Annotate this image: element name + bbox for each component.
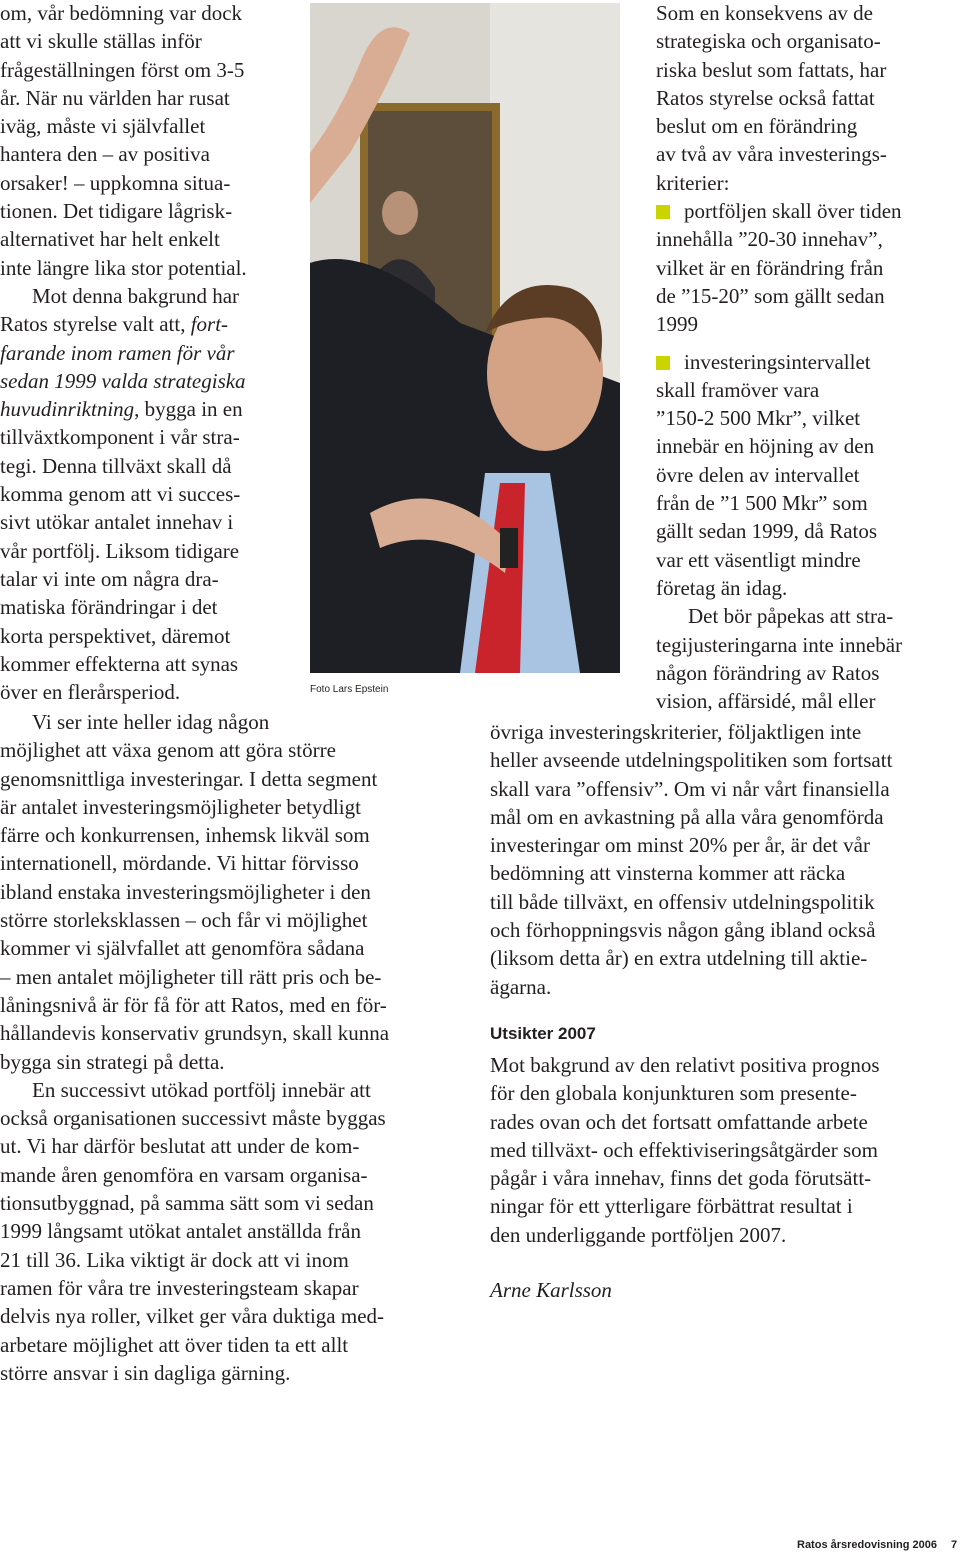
text-line: företag än idag. bbox=[656, 575, 788, 600]
text-line: huvudinriktning, bygga in en bbox=[0, 397, 243, 422]
portrait-illustration bbox=[310, 3, 620, 673]
text-line: En successivt utökad portfölj innebär att bbox=[32, 1077, 371, 1102]
text-line: för den globala konjunkturen som presente- bbox=[490, 1081, 857, 1106]
text-line: skall framöver vara bbox=[656, 377, 820, 402]
text-line: innehålla ”20-30 innehav”, bbox=[656, 227, 883, 252]
section-heading-outlook: Utsikter 2007 bbox=[490, 1024, 596, 1043]
text-line: större ansvar i sin dagliga gärning. bbox=[0, 1360, 291, 1385]
bullet-item-interval bbox=[656, 348, 902, 603]
column-c-intro bbox=[656, 0, 902, 197]
text-line: alternativet har helt enkelt bbox=[0, 227, 220, 252]
text-line: färre och konkurrensen, inhemsk likväl som bbox=[0, 823, 370, 848]
text-line: tegi. Denna tillväxt skall då bbox=[0, 453, 232, 478]
text-line: över en flerårsperiod. bbox=[0, 680, 181, 705]
text-line: större storleksklassen – och får vi möjlighet bbox=[0, 908, 368, 933]
text-line: om, vår bedömning var dock bbox=[0, 1, 243, 25]
text-line: någon förändring av Ratos bbox=[656, 660, 880, 685]
text-line: 1999 långsamt utökat antalet anställda från bbox=[0, 1219, 361, 1244]
text-line: skall vara ”offensiv”. Om vi når vårt finansiella bbox=[490, 776, 890, 801]
column-d bbox=[490, 718, 892, 1001]
text-line: talar vi inte om några dra- bbox=[0, 566, 219, 591]
text-line: ramen för våra tre investeringsteam skapar bbox=[0, 1275, 359, 1300]
text-line: mande åren genomföra en varsam organisa- bbox=[0, 1162, 368, 1187]
text-line: och förhoppningsvis någon gång ibland också bbox=[490, 918, 876, 943]
text-line: delvis nya roller, vilket ger våra duktiga med- bbox=[0, 1304, 385, 1329]
text-line: strategiska och organisato- bbox=[656, 29, 881, 54]
text-line: vår portfölj. Liksom tidigare bbox=[0, 538, 240, 563]
text-line: – men antalet möjligheter till rätt pris och be- bbox=[0, 964, 382, 989]
text-line: arbetare möjlighet att över tiden ta ett allt bbox=[0, 1332, 349, 1357]
text-line: ibland enstaka investeringsmöjligheter i den bbox=[0, 879, 371, 904]
text-line: rades ovan och det fortsatt omfattande arbete bbox=[490, 1109, 868, 1134]
text-line: ”150-2 500 Mkr”, vilket bbox=[656, 406, 861, 431]
text-line: var ett väsentligt mindre bbox=[656, 547, 861, 572]
text-line: till både tillväxt, en offensiv utdelningspolitik bbox=[490, 889, 875, 914]
text-line: kommer effekterna att synas bbox=[0, 651, 239, 676]
text-line: 21 till 36. Lika viktigt är dock att vi inom bbox=[0, 1247, 349, 1272]
outlook-paragraph bbox=[490, 1051, 880, 1249]
text-line: gällt sedan 1999, då Ratos bbox=[656, 519, 878, 544]
bullet-item-portfolio bbox=[656, 197, 902, 338]
text-line: innebär en höjning av den bbox=[656, 434, 875, 459]
text-line: hållandevis konservativ grundsyn, skall kunna bbox=[0, 1021, 390, 1046]
text-line: sedan 1999 valda strategiska bbox=[0, 368, 246, 393]
portrait-photo bbox=[310, 3, 620, 673]
text-line: låningsnivå är för få för att Ratos, med en för- bbox=[0, 992, 387, 1017]
column-b bbox=[0, 708, 389, 1387]
text-line: tionsutbyggnad, på samma sätt som vi sedan bbox=[0, 1191, 374, 1216]
text-line: den underliggande portföljen 2007. bbox=[490, 1222, 787, 1247]
text-line: tegijusteringarna inte innebär bbox=[656, 632, 903, 657]
text-line: mål om en avkastning på alla våra genomförda bbox=[490, 804, 884, 829]
column-c bbox=[656, 0, 902, 715]
text-line: ningar för ett ytterligare förbättrat resultat i bbox=[490, 1194, 853, 1219]
text-line: också organisationen successivt måste byggas bbox=[0, 1106, 386, 1131]
signature: Arne Karlsson bbox=[490, 1278, 612, 1302]
photo-credit: Foto Lars Epstein bbox=[310, 684, 389, 695]
text-line: orsaker! – uppkomna situa- bbox=[0, 170, 231, 195]
text-line: av två av våra investerings- bbox=[656, 142, 887, 167]
bullet-square-icon bbox=[656, 205, 670, 219]
text-line: övre delen av intervallet bbox=[656, 462, 860, 487]
text-line: iväg, måste vi självfallet bbox=[0, 114, 206, 139]
text-line: bedömning att vinsterna kommer att räcka bbox=[490, 861, 846, 886]
text-line: Som en konsekvens av de bbox=[656, 1, 873, 25]
text-line: ägarna. bbox=[490, 974, 552, 999]
column-a bbox=[0, 0, 247, 706]
text-line: investeringsintervallet bbox=[656, 348, 902, 376]
text-line: beslut om en förändring bbox=[656, 114, 858, 139]
text-line: matiska förändringar i det bbox=[0, 595, 218, 620]
text-line: Mot bakgrund av den relativt positiva prognos bbox=[490, 1053, 880, 1077]
page-number: 7 bbox=[951, 1539, 958, 1551]
text-line: är antalet investeringsmöjligheter betydligt bbox=[0, 794, 361, 819]
text-line: vision, affärsidé, mål eller bbox=[656, 689, 876, 714]
text-line: med tillväxt- och effektiviseringsåtgärder som bbox=[490, 1137, 878, 1162]
text-line: pågår i våra innehav, finns det goda förutsätt- bbox=[490, 1166, 872, 1191]
text-line: portföljen skall över tiden bbox=[656, 197, 902, 225]
text-line: riska beslut som fattats, har bbox=[656, 57, 887, 82]
text-line: kriterier: bbox=[656, 170, 730, 195]
text-line: korta perspektivet, däremot bbox=[0, 623, 231, 648]
text-line: övriga investeringskriterier, följaktligen inte bbox=[490, 720, 862, 744]
text-line: internationell, mördande. Vi hittar förvisso bbox=[0, 851, 359, 876]
bullet-square-icon bbox=[656, 356, 670, 370]
text-line: (liksom detta år) en extra utdelning till aktie- bbox=[490, 946, 868, 971]
text-line: inte längre lika stor potential. bbox=[0, 255, 247, 280]
text-line: frågeställningen först om 3-5 bbox=[0, 57, 245, 82]
text-line: Mot denna bakgrund har bbox=[32, 283, 240, 308]
text-line: Det bör påpekas att stra- bbox=[688, 604, 894, 629]
text-line: Ratos styrelse valt att, fort- bbox=[0, 312, 229, 337]
text-line: de ”15-20” som gällt sedan bbox=[656, 283, 885, 308]
text-line: bygga sin strategi på detta. bbox=[0, 1049, 225, 1074]
text-line: år. När nu världen har rusat bbox=[0, 85, 230, 110]
text-line: 1999 bbox=[656, 312, 698, 337]
text-line: kommer vi självfallet att genomföra sådana bbox=[0, 936, 365, 961]
text-line: tillväxtkomponent i vår stra- bbox=[0, 425, 240, 450]
text-line: hantera den – av positiva bbox=[0, 142, 210, 167]
text-line: att vi skulle ställas inför bbox=[0, 29, 202, 54]
column-c-continued bbox=[656, 602, 902, 715]
text-line: investeringar om minst 20% per år, är det vår bbox=[490, 833, 870, 858]
text-line: Ratos styrelse också fattat bbox=[656, 85, 875, 110]
text-line: sivt utökar antalet innehav i bbox=[0, 510, 234, 535]
text-line: Vi ser inte heller idag någon bbox=[32, 710, 270, 734]
text-line: ut. Vi har därför beslutat att under de kom- bbox=[0, 1134, 360, 1159]
footer-title: Ratos årsredovisning 2006 bbox=[797, 1539, 938, 1551]
text-line: heller avseende utdelningspolitiken som fortsatt bbox=[490, 748, 893, 773]
text-line: från de ”1 500 Mkr” som bbox=[656, 491, 868, 516]
text-line: möjlighet att växa genom att göra större bbox=[0, 738, 336, 763]
text-line: tionen. Det tidigare lågrisk- bbox=[0, 199, 233, 224]
text-line: komma genom att vi succes- bbox=[0, 482, 241, 507]
text-line: genomsnittliga investeringar. I detta segment bbox=[0, 766, 378, 791]
text-line: vilket är en förändring från bbox=[656, 255, 884, 280]
text-line: farande inom ramen för vår bbox=[0, 340, 235, 365]
